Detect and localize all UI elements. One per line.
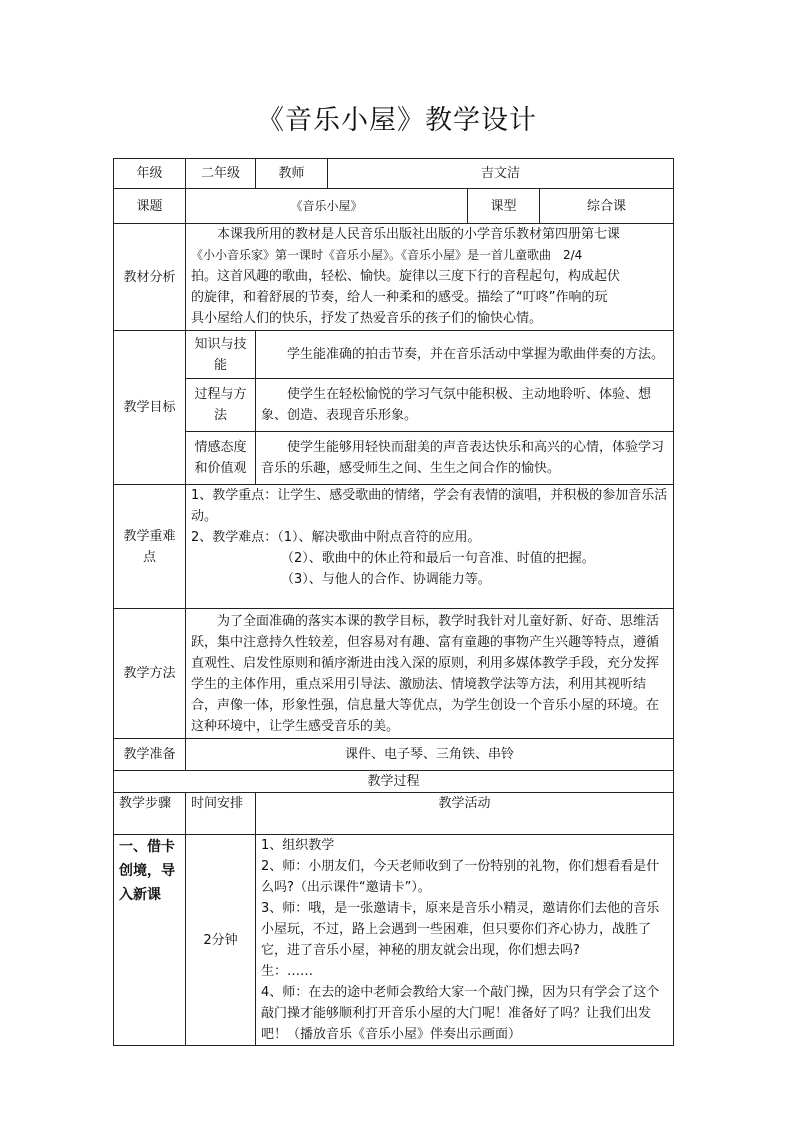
activity-column-header: 教学活动 xyxy=(256,793,674,835)
topic-label: 课题 xyxy=(114,189,186,224)
objective-emotion-row xyxy=(114,432,674,485)
material-line: 本课我所用的教材是人民音乐出版社出版的小学音乐教材第四册第七课 xyxy=(217,227,621,242)
material-analysis-row xyxy=(114,224,674,331)
activity-line: 生：…… xyxy=(261,964,314,979)
knowledge-label: 知识与技能 xyxy=(186,331,256,379)
grade-label: 年级 xyxy=(114,159,186,189)
process-label: 过程与方法 xyxy=(186,379,256,432)
lesson-plan-table xyxy=(113,158,674,1046)
objective-process-row xyxy=(114,379,674,432)
teacher-value: 吉文洁 xyxy=(328,159,674,189)
key-point: （3）、与他人的合作、协调能力等。 xyxy=(281,572,491,587)
process-title-row xyxy=(114,771,674,793)
step-name: 一、借卡创境，导入新课 xyxy=(114,835,186,1046)
step-activities xyxy=(256,835,674,1046)
grade-value: 二年级 xyxy=(186,159,256,189)
method-row xyxy=(114,609,674,739)
objective-knowledge-row xyxy=(114,331,674,379)
key-points-text xyxy=(186,485,674,609)
preparation-label: 教学准备 xyxy=(114,739,186,771)
activity-line: 1、组织教学 xyxy=(261,838,335,853)
step-time: 2分钟 xyxy=(186,835,256,1046)
knowledge-text: 学生能准确的拍击节奏，并在音乐活动中掌握为歌曲伴奏的方法。 xyxy=(256,331,674,379)
step-column-header: 教学步骤 xyxy=(114,793,186,835)
process-header-row xyxy=(114,793,674,835)
process-step-row xyxy=(114,835,674,1046)
teacher-label: 教师 xyxy=(256,159,328,189)
material-line: 《小小音乐家》第一课时《音乐小屋》。《音乐小屋》是一首儿童歌曲 2/4 xyxy=(191,248,583,262)
activity-line: 4、师：在去的途中老师会教给大家一个敲门操，因为只有学会了这个敲门操才能够顺利打开音乐小屋的大门呢！准备好了吗？让我们出发吧！（播放音乐《音乐小屋》伴奏出示画面） xyxy=(261,985,660,1042)
preparation-value: 课件、电子琴、三角铁、串铃 xyxy=(186,739,674,771)
material-line: 具小屋给人们的快乐，抒发了热爱音乐的孩子们的愉快心情。 xyxy=(191,311,543,326)
material-analysis-label: 教材分析 xyxy=(114,224,186,331)
material-line: 拍。这首风趣的歌曲，轻松、愉快。旋律以三度下行的音程起句，构成起伏 xyxy=(191,269,621,284)
activity-line: 2、师：小朋友们，今天老师收到了一份特别的礼物，你们想看看是什么吗?（出示课件“邀请卡”）。 xyxy=(261,859,660,895)
method-text: 为了全面准确的落实本课的教学目标，教学时我针对儿童好新、好奇、思维活跃，集中注意持久性较差，但容易对有趣、富有童趣的事物产生兴趣等特点，遵循直观性、启发性原则和循序渐进由浅入深的原则，利用多媒体教学手段，充分发挥学生的主体作用，重点采用引导法、激励法、情境教学法等方法，利用其视听结合，声像一体，形象性强，信息量大等优点，为学生创设一个音乐小屋的环境。在这种环境中，让学生感受音乐的美。 xyxy=(186,609,674,739)
topic-row xyxy=(114,189,674,224)
type-label: 课型 xyxy=(468,189,540,224)
process-section-title: 教学过程 xyxy=(114,771,674,793)
time-column-header: 时间安排 xyxy=(186,793,256,835)
key-points-row xyxy=(114,485,674,609)
emotion-text: 使学生能够用轻快而甜美的声音表达快乐和高兴的心情，体验学习音乐的乐趣，感受师生之间、生生之间合作的愉快。 xyxy=(256,432,674,485)
type-value: 综合课 xyxy=(540,189,674,224)
topic-value: 《音乐小屋》 xyxy=(186,189,468,224)
method-label: 教学方法 xyxy=(114,609,186,739)
activity-line: 3、师：哦，是一张邀请卡，原来是音乐小精灵，邀请你们去他的音乐小屋玩，不过，路上会遇到一些困难，但只要你们齐心协力，战胜了它，进了音乐小屋，神秘的朋友就会出现，你们想去吗? xyxy=(261,901,660,958)
key-point: 2、教学难点：（1）、解决歌曲中附点音符的应用。 xyxy=(191,530,481,545)
key-point: （2）、歌曲中的休止符和最后一句音准、时值的把握。 xyxy=(281,551,595,566)
material-line: 的旋律，和着舒展的节奏，给人一种柔和的感受。描绘了“叮咚”作响的玩 xyxy=(191,290,608,305)
key-points-label: 教学重难点 xyxy=(114,485,186,609)
document-title: 《音乐小屋》教学设计 xyxy=(257,105,537,136)
header-row xyxy=(114,159,674,189)
emotion-label: 情感态度和价值观 xyxy=(186,432,256,485)
objectives-label: 教学目标 xyxy=(114,331,186,485)
key-point: 1、教学重点：让学生、感受歌曲的情绪，学会有表情的演唱，并积极的参加音乐活动。 xyxy=(191,488,668,524)
preparation-row xyxy=(114,739,674,771)
material-analysis-text xyxy=(186,224,674,331)
process-text: 使学生在轻松愉悦的学习气氛中能积极、主动地聆听、体验、想象、创造、表现音乐形象。 xyxy=(256,379,674,432)
